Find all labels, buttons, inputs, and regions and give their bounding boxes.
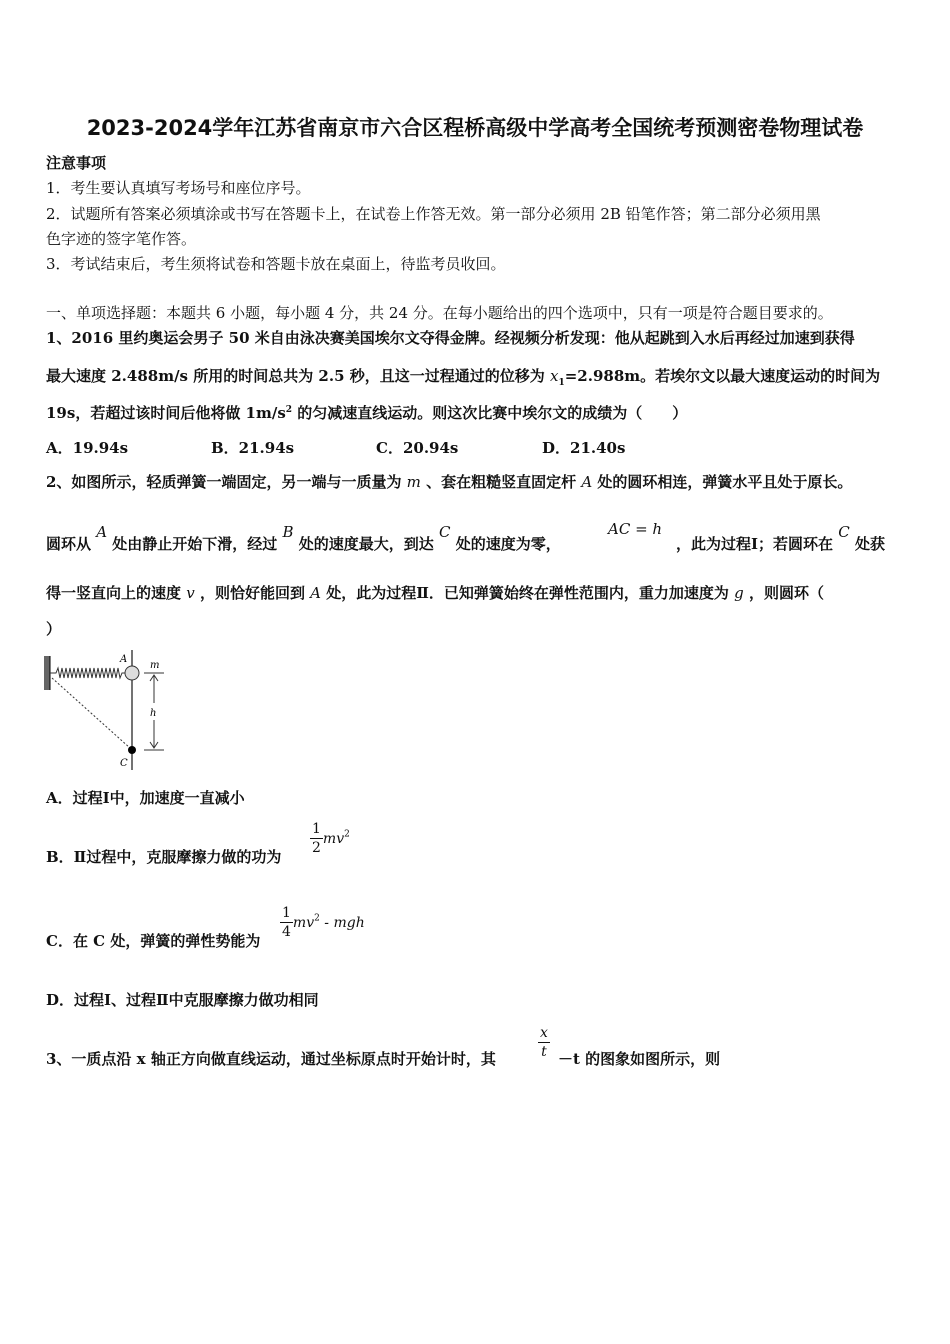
q2-line4: ）: [46, 620, 62, 638]
fraction: [310, 820, 323, 857]
q2-option-d: D．过程Ⅰ、过程Ⅱ中克服摩擦力做功相同: [46, 991, 319, 1009]
fraction: [538, 1024, 550, 1061]
q2-text: 处的圆环相连，弹簧水平且处于原长。: [592, 473, 853, 491]
q1-option-d: D．21.40s: [542, 439, 626, 457]
q2-text: ，此为过程Ⅰ；若圆环在: [676, 535, 839, 553]
denominator: t: [541, 1044, 547, 1060]
expr-ac-h: AC = h: [608, 520, 663, 538]
var-b: B: [282, 523, 294, 541]
q2-text: 处获: [849, 535, 885, 553]
label-h: h: [150, 708, 157, 719]
page-title: 2023-2024学年江苏省南京市六合区程桥高级中学高考全国统考预测密卷物理试卷: [86, 116, 864, 140]
q3-text-b: －t 的图象如图所示，则: [558, 1050, 721, 1068]
notice-item-2-cont: 色字迹的签字笔作答。: [46, 230, 197, 248]
q2-option-c: C．在 C 处，弹簧的弹性势能为: [46, 932, 261, 950]
q1-line2: [46, 365, 880, 388]
q3-fraction: [538, 1024, 550, 1061]
q2-text: 处的速度为零，: [450, 535, 561, 553]
var-a: A: [581, 473, 593, 491]
sup: 2: [314, 913, 320, 924]
q2-line3: [46, 582, 824, 603]
var-x1: x: [549, 367, 559, 385]
q2-option-b: B．Ⅱ过程中，克服摩擦力做的功为: [46, 848, 282, 866]
var-m: m: [406, 473, 421, 491]
denominator: 2: [312, 840, 321, 856]
q3-text-a: 3、一质点沿 x 轴正方向做直线运动，通过坐标原点时开始计时，其: [46, 1050, 496, 1068]
sup-2: 2: [285, 405, 293, 415]
q2-text: 处由静止开始下滑，经过: [107, 535, 283, 553]
q1-text: 19s，若超过该时间后他将做 1m/s: [46, 404, 286, 422]
numerator: 1: [312, 821, 321, 837]
q1-text: 最大速度 2.488m/s 所用的时间总共为 2.5 秒，且这一过程通过的位移为: [46, 367, 550, 385]
fraction: [280, 904, 293, 941]
q1-option-b: B．21.94s: [211, 439, 295, 457]
spring-ring-figure: [40, 648, 170, 773]
q2-text: 2、如图所示，轻质弹簧一端固定，另一端与一质量为: [46, 473, 407, 491]
var-a: A: [310, 584, 322, 602]
q2-line1: [46, 471, 852, 492]
point-c: [128, 746, 136, 754]
expr: mv: [322, 831, 345, 847]
q1-text: 的匀减速直线运动。则这次比赛中埃尔文的成绩为（ ）: [292, 404, 688, 422]
label-m: m: [150, 660, 160, 671]
numerator: 1: [282, 905, 291, 921]
q1-option-a: A．19.94s: [46, 439, 129, 457]
q1-option-c: C．20.94s: [376, 439, 459, 457]
q2-line2-tail: [676, 523, 885, 554]
q2-text: 、套在粗糙竖直固定杆: [420, 473, 582, 491]
q1-line3: [46, 402, 687, 423]
q2-text: 圆环从: [46, 535, 97, 553]
q2-line2: [46, 523, 561, 554]
q1-line1: 1、2016 里约奥运会男子 50 米自由泳决赛美国埃尔文夺得金牌。经视频分析发现：他从起跳到入水后再经过加速到获得: [46, 329, 855, 347]
q2-option-b-formula: [310, 820, 350, 857]
q1-text: =2.988m。若埃尔文以最大速度运动的时间为: [564, 367, 881, 385]
var-g: g: [734, 584, 744, 602]
notice-item-1: 1．考生要认真填写考场号和座位序号。: [46, 179, 311, 197]
label-c: C: [120, 758, 128, 769]
numerator: x: [540, 1025, 548, 1041]
sub-1: 1: [558, 378, 565, 388]
q2-text: 得一竖直向上的速度: [46, 584, 187, 602]
q2-option-a: A．过程Ⅰ中，加速度一直减小: [46, 789, 245, 807]
denominator: 4: [282, 924, 291, 940]
wall: [44, 656, 50, 690]
section-heading: 一、单项选择题：本题共 6 小题，每小题 4 分，共 24 分。在每小题给出的四个选项中，只有一项是符合题目要求的。: [46, 304, 833, 322]
q2-text: 处，此为过程Ⅱ．已知弹簧始终在弹性范围内，重力加速度为: [321, 584, 735, 602]
var-c: C: [838, 523, 850, 541]
dashed-line: [52, 678, 130, 748]
q2-text: ，则恰好能回到: [194, 584, 311, 602]
q2-text: ，则圆环（: [743, 584, 824, 602]
var-a: A: [96, 523, 108, 541]
notice-heading: 注意事项: [46, 154, 107, 172]
expr: mv: [292, 915, 315, 931]
q2-option-c-formula: [280, 904, 365, 941]
notice-item-3: 3．考试结束后，考生须将试卷和答题卡放在桌面上，待监考员收回。: [46, 255, 506, 273]
label-a: A: [120, 654, 128, 665]
ring: [125, 666, 139, 680]
var-v: v: [186, 584, 195, 602]
expr-tail: - mgh: [319, 915, 365, 931]
sup: 2: [344, 829, 350, 840]
q2-text: 处的速度最大，到达: [293, 535, 440, 553]
spring: [50, 668, 125, 678]
var-c: C: [439, 523, 451, 541]
notice-item-2: 2．试题所有答案必须填涂或书写在答题卡上，在试卷上作答无效。第一部分必须用 2B 铅笔作答；第二部分必须用黑: [46, 205, 821, 223]
